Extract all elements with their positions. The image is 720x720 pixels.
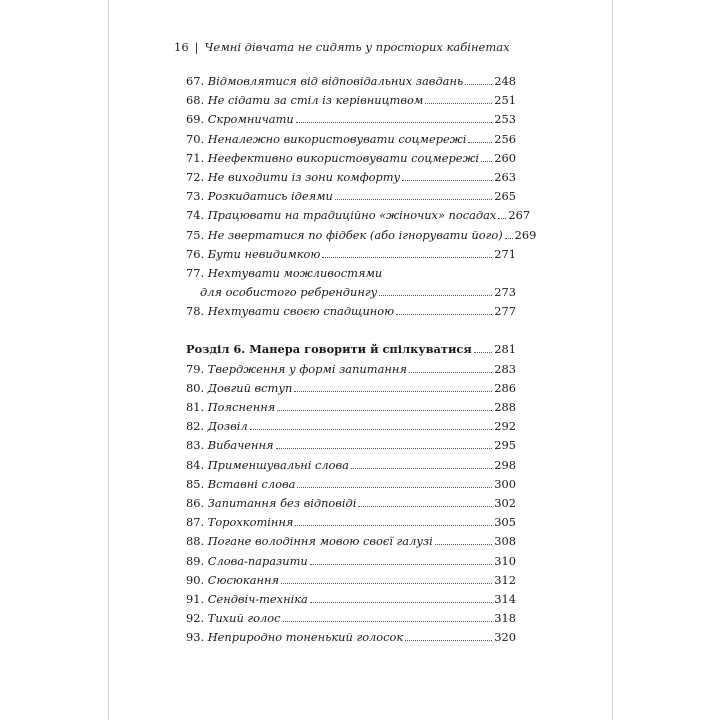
toc-entry-title: Розкидатись ідеями — [207, 189, 333, 204]
toc-entry[interactable] — [186, 187, 516, 206]
toc-entry-label — [186, 110, 294, 129]
toc-entry[interactable] — [186, 110, 516, 129]
toc-entry-label — [186, 302, 394, 321]
toc-entry-title: Не сідати за стіл із керівництвом — [207, 93, 424, 108]
section-gap — [186, 321, 516, 340]
toc-entry-page: 263 — [494, 169, 516, 184]
toc-entry-page: 267 — [508, 208, 531, 223]
leader-dots — [505, 238, 513, 239]
toc-entry-number: 85. — [186, 476, 205, 491]
leader-dots — [310, 564, 493, 565]
toc-entry-number: 69. — [186, 112, 205, 127]
toc-group-1 — [186, 72, 537, 264]
toc-entry[interactable] — [186, 168, 516, 187]
toc-entry-label — [186, 571, 279, 590]
toc-entry[interactable] — [186, 571, 516, 590]
toc-entry-page: 269 — [514, 227, 537, 242]
toc-entry-title: Не виходити із зони комфорту — [207, 169, 401, 184]
leader-dots — [281, 583, 492, 584]
toc-entry-page: 292 — [494, 419, 516, 434]
toc-entry[interactable] — [186, 149, 516, 168]
toc-entry-number: 83. — [186, 438, 205, 453]
toc-entry-page: 271 — [494, 246, 516, 261]
toc-entry-page: 256 — [494, 131, 516, 146]
toc-entry-page: 251 — [494, 93, 516, 108]
toc-entry-label — [186, 245, 320, 264]
leader-dots — [322, 257, 492, 258]
toc-entry-title: Довгий вступ — [207, 380, 293, 395]
toc-entry-label — [186, 628, 403, 647]
toc-entry-title: Твердження у формі запитання — [207, 361, 407, 376]
toc-entry-78[interactable] — [186, 302, 516, 321]
table-of-contents — [186, 72, 537, 647]
leader-dots — [425, 103, 492, 104]
running-head — [174, 40, 510, 54]
leader-dots — [277, 410, 492, 411]
toc-entry-77-line-1[interactable] — [186, 264, 516, 283]
toc-section-page: 281 — [494, 342, 516, 357]
toc-entry-label — [186, 379, 292, 398]
toc-entry-number: 75. — [186, 227, 205, 242]
toc-entry[interactable] — [186, 226, 537, 245]
toc-entry-title: Нехтувати своєю спадщиною — [207, 304, 395, 319]
toc-entry-page: 310 — [494, 553, 516, 568]
leader-dots — [250, 429, 493, 430]
toc-entry-label — [186, 91, 423, 110]
toc-entry[interactable] — [186, 456, 516, 475]
toc-entry-number: 74. — [186, 208, 205, 223]
toc-entry-title: Не звертатися по фідбек (або ігнорувати його) — [207, 227, 503, 242]
toc-entry-title: Скромничати — [207, 112, 294, 127]
leader-dots — [402, 180, 492, 181]
leader-dots — [396, 314, 492, 315]
toc-entry-number: 84. — [186, 457, 205, 472]
toc-entry-number: 70. — [186, 131, 205, 146]
toc-entry-title: Вставні слова — [207, 476, 296, 491]
toc-entry-title: Погане володіння мовою своєї галузі — [207, 534, 433, 549]
toc-entry-page: 253 — [494, 112, 516, 127]
toc-entry-label — [186, 513, 293, 532]
toc-entry[interactable] — [186, 398, 516, 417]
leader-dots — [409, 372, 492, 373]
toc-entry-page: 277 — [494, 304, 516, 319]
toc-entry-number: 72. — [186, 169, 205, 184]
toc-entry-label — [186, 264, 382, 283]
toc-entry-number: 78. — [186, 304, 205, 319]
toc-entry-title: Сендвіч-техніка — [207, 591, 308, 606]
toc-entry-page: 295 — [494, 438, 516, 453]
toc-entry-number: 73. — [186, 189, 205, 204]
toc-entry-number: 89. — [186, 553, 205, 568]
leader-dots — [435, 544, 492, 545]
toc-entry-number: 67. — [186, 74, 205, 88]
toc-entry-number: 68. — [186, 93, 205, 108]
leader-dots — [351, 468, 492, 469]
toc-entry[interactable] — [186, 532, 516, 551]
toc-entry[interactable] — [186, 130, 516, 149]
toc-section-6[interactable] — [186, 340, 516, 359]
toc-entry-77-line-2[interactable] — [186, 283, 516, 302]
running-head-separator: | — [194, 40, 199, 54]
toc-entry-title: Неефективно використовувати соцмережі — [207, 150, 480, 165]
running-head-book-title: Чемні дівчата не сидять у просторих кабінетах — [204, 40, 510, 54]
toc-entry-number: 76. — [186, 246, 205, 261]
toc-entry-number: 71. — [186, 150, 205, 165]
toc-entry-title: Нехтувати можливостями — [207, 265, 383, 280]
toc-entry[interactable] — [186, 417, 516, 436]
leader-dots — [474, 352, 492, 353]
toc-entry-title: Слова-паразити — [207, 553, 308, 568]
toc-entry-title: Неприродно тоненький голосок — [207, 630, 404, 645]
toc-entry-label — [186, 494, 356, 513]
toc-entry-title: Тихий голос — [207, 611, 281, 626]
toc-entry[interactable] — [186, 245, 516, 264]
toc-entry-title: Пояснення — [207, 400, 276, 414]
toc-entry-label — [186, 360, 407, 379]
toc-group-2 — [186, 360, 516, 648]
toc-entry-label — [186, 130, 466, 149]
leader-dots — [465, 84, 492, 85]
toc-entry-page: 312 — [494, 572, 516, 587]
leader-dots — [358, 506, 492, 507]
toc-entry-title: Запитання без відповіді — [207, 495, 357, 510]
toc-entry[interactable] — [186, 552, 516, 571]
toc-entry-title: Применшувальні слова — [207, 457, 349, 472]
leader-dots — [498, 218, 506, 219]
toc-entry-title: Дозвіл — [207, 419, 248, 434]
toc-entry-page: 248 — [494, 74, 516, 88]
leader-dots — [335, 199, 492, 200]
toc-entry-label — [186, 609, 281, 628]
toc-entry-label — [186, 168, 400, 187]
toc-entry-page: 314 — [494, 591, 516, 606]
toc-entry[interactable] — [186, 513, 516, 532]
toc-entry-page: 286 — [494, 380, 516, 395]
toc-entry-number: 86. — [186, 495, 205, 510]
toc-entry-label — [186, 417, 248, 436]
leader-dots — [310, 602, 492, 603]
toc-entry-title: Бути невидимкою — [207, 246, 321, 261]
toc-entry-number: 93. — [186, 630, 205, 645]
toc-entry-number: 81. — [186, 400, 205, 414]
toc-entry-label — [186, 436, 274, 455]
toc-entry[interactable] — [186, 609, 516, 628]
leader-dots — [468, 142, 492, 143]
toc-entry-page: 300 — [494, 476, 516, 491]
leader-dots — [276, 448, 493, 449]
toc-entry-title: Торохкотіння — [207, 515, 294, 530]
leader-dots — [297, 487, 492, 488]
leader-dots — [294, 391, 492, 392]
leader-dots — [296, 122, 493, 123]
toc-entry-label — [186, 532, 433, 551]
toc-entry-title: Неналежно використовувати соцмережі — [207, 131, 467, 146]
toc-entry-label — [186, 475, 295, 494]
leader-dots — [405, 640, 492, 641]
leader-dots — [481, 161, 492, 162]
toc-entry-number: 90. — [186, 572, 205, 587]
toc-entry[interactable] — [186, 379, 516, 398]
toc-entry-title: Сюсюкання — [207, 572, 280, 587]
toc-entry[interactable] — [186, 360, 516, 379]
leader-dots — [379, 295, 492, 296]
toc-entry-page: 288 — [494, 400, 516, 414]
toc-entry[interactable] — [186, 475, 516, 494]
toc-entry-page: 273 — [494, 285, 516, 300]
toc-entry-page: 265 — [494, 189, 516, 204]
toc-entry-title: Відмовлятися від відповідальних завдань — [207, 74, 464, 88]
toc-entry-title-continuation: для особистого ребрендингу — [200, 285, 378, 300]
toc-entry-title: Вибачення — [207, 438, 274, 453]
toc-entry[interactable] — [186, 494, 516, 513]
toc-entry-page: 320 — [494, 630, 516, 645]
toc-entry-title: Працювати на традиційно «жіночих» посадах — [207, 208, 497, 223]
toc-entry-number: 92. — [186, 611, 205, 626]
toc-entry[interactable] — [186, 206, 531, 225]
toc-entry-page: 298 — [494, 457, 516, 472]
toc-entry-label — [186, 187, 333, 206]
toc-entry[interactable] — [186, 628, 516, 647]
toc-entry-label — [186, 72, 463, 91]
toc-entry-label — [186, 590, 308, 609]
toc-entry-page: 302 — [494, 495, 516, 510]
toc-entry-number: 79. — [186, 361, 205, 376]
leader-dots — [295, 525, 492, 526]
toc-entry-page: 305 — [494, 515, 516, 530]
toc-entry-label — [186, 149, 479, 168]
toc-entry[interactable] — [186, 91, 516, 110]
toc-entry-number: 80. — [186, 380, 205, 395]
toc-entry[interactable] — [186, 590, 516, 609]
toc-entry-label — [186, 552, 308, 571]
toc-entry[interactable] — [186, 436, 516, 455]
toc-entry-label — [186, 226, 503, 245]
toc-entry[interactable] — [186, 72, 516, 91]
toc-entry-label — [186, 456, 349, 475]
toc-entry-number: 77. — [186, 265, 205, 280]
toc-entry-label — [186, 398, 275, 417]
toc-section-title: Розділ 6. Манера говорити й спілкуватися — [186, 342, 472, 357]
toc-entry-number: 87. — [186, 515, 205, 530]
toc-entry-page: 318 — [494, 611, 516, 626]
toc-entry-page: 283 — [494, 361, 516, 376]
toc-entry-number: 88. — [186, 534, 205, 549]
leader-dots — [283, 621, 493, 622]
toc-entry-page: 260 — [494, 150, 516, 165]
toc-entry-number: 82. — [186, 419, 205, 434]
toc-entry-label — [186, 206, 496, 225]
toc-entry-page: 308 — [494, 534, 516, 549]
running-head-page-number: 16 — [174, 40, 189, 54]
toc-entry-number: 91. — [186, 591, 205, 606]
